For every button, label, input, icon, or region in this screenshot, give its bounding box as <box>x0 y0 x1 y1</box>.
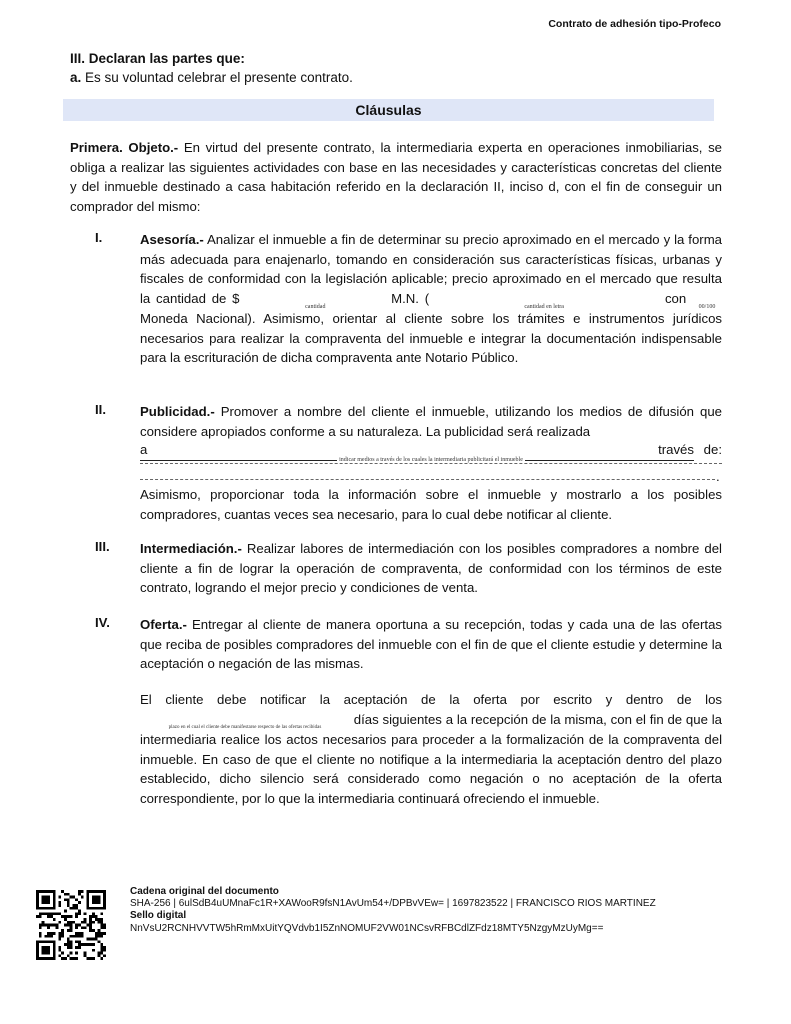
clause-iv-number: IV. <box>95 615 110 630</box>
document-header: Contrato de adhesión tipo-Profeco <box>548 18 721 30</box>
clause-ii-text2: Asimismo, proporcionar toda la información sobre el inmueble y mostrarlo a los posibles compradores, cuantas veces sea necesario, para lo cual debe notificar al cliente. <box>140 487 722 522</box>
chain-value: SHA-256 | 6ulSdB4uUMnaFc1R+XAWooR9fsN1AvUm54+/DPBvVEw= | 1697823522 | FRANCISCO RIOS MARTINEZ <box>130 898 656 910</box>
seal-label: Sello digital <box>130 910 187 922</box>
clause-first-text: En virtud del presente contrato, la intermediaria experta en operaciones inmobiliarias, se obliga a realizar las siguientes actividades con base en las necesidades y características concretas del cliente y del inmueble destinado a casa habitación referido en la declaración II, inciso d, con el fin de conseguir un comprador del mismo: <box>70 140 722 214</box>
clause-iv-text: Entregar al cliente de manera oportuna a su recepción, todas y cada una de las ofertas que reciba de posibles compradores del inmueble con el fin de que el cliente estudie y determine la aceptación o negación de las mismas. <box>140 617 722 671</box>
document-footer <box>130 886 656 935</box>
mn-label: M.N. <box>391 290 419 306</box>
declaration-block <box>70 49 353 87</box>
clause-iii-number: III. <box>95 539 110 554</box>
clause-ii-text1: Promover a nombre del cliente el inmueble, utilizando los medios de difusión que considere apropiados conforme a su naturaleza. La publicidad será realizada <box>140 404 722 439</box>
media-field-continued[interactable] <box>140 479 715 480</box>
clause-iii <box>140 539 722 598</box>
publicity-line: a través de: <box>140 440 694 461</box>
clause-ii-title: Publicidad.- <box>140 404 215 419</box>
clause-i-text1: Analizar el inmueble a fin de determinar su precio aproximado en el mercado y la forma más adecuada para enajenarlo, tomando en consideración sus características físicas, urbanas y fiscales de conformidad con la legislación aplicable; precio aproximado en el mercado que resulta la cantidad de $ <box>140 232 723 306</box>
section-title: Cláusulas <box>63 99 714 121</box>
clause-iii-title: Intermediación.- <box>140 541 242 556</box>
clause-i-title: Asesoría.- <box>140 232 204 247</box>
acceptance-days-field[interactable]: plazo en el cual el cliente debe manifestarse respecto de las ofertas recibidas <box>140 710 350 731</box>
clause-i-text2: Moneda Nacional). Asimismo, orientar al cliente sobre los trámites e instrumentos jurídicos necesarios para realizar la compraventa del inmueble e integrar la documentación indispensable para la escrituración de dicha compraventa ante Notario Público. <box>140 311 722 365</box>
clause-ii <box>140 402 722 441</box>
chain-label: Cadena original del documento <box>130 886 279 897</box>
seal-value: NnVsU2RCNHVVTW5hRmMxUitYQVdvb1I5ZnNOMUF2VW01NCsvRFBCdlZFdz18MTY5NzgyMzUyMg== <box>130 922 604 934</box>
clause-iv-title: Oferta.- <box>140 617 187 632</box>
clause-first-object <box>70 138 722 216</box>
clause-first-title: Primera. Objeto.- <box>70 140 179 155</box>
document-page: Contrato de adhesión tipo-Profeco III. Declaran las partes que: a. Es su voluntad celebrar el presente contrato. Cláusulas Primera. Objeto.- En virtud del presente contrato, la intermediaria experta en operaciones inmobiliarias, se obliga a realizar las siguientes actividades con base en las necesidades y características concretas del cliente y del inmueble destinado a casa habitación referido en la declaración II, inciso d, con el fin de conseguir un comprador del mismo: I. Asesoría.- Analizar el inmueble a fin de determinar su precio aproximado en el mercado y la forma más adecuada para enajenarlo, tomando en consideración sus características físicas, urbanas y fiscales de conformidad con la legislación aplicable; precio aproximado en el mercado que resulta la cantidad de $ cantidad M.N. ( cantidad en letra con 00/100 Moneda Nacional). Asimismo, orientar al cliente sobre los trámites e instrumentos jurídicos necesarios para realizar la compraventa del inmueble e integrar la documentación indispensable para la escrituración de dicha compraventa ante Notario Público. II. Publicidad.- Promover a nombre del cliente el inmueble, utilizando los medios de difusión que considere apropiados conforme a su naturaleza. La publicidad será realizada a través de: indicar medios a través de los cuales la intermediaria publicitará el inmueble . Asimismo, proporcionar toda la información sobre el inmueble y mostrarlo a los posibles compradores, cuantas veces sea necesario, para lo cual debe notificar al cliente. III. Intermediación.- Realizar labores de intermediación con los posibles compradores a nombre del cliente a fin de lograr la operación de compraventa, de conformidad con los términos de este contrato, logrando el mejor precio y condiciones de venta. IV. Oferta.- Entregar al cliente de manera oportuna a su recepción, todas y cada una de las ofertas que reciba de posibles compradores del inmueble con el fin de que el cliente estudie y determine la aceptación o negación de las mismas. El cliente debe notificar la aceptación de la oferta por escrito y dentro de los plazo en el cual el cliente debe manifestarse respecto de las ofertas recibidas días siguientes a la recepción de la misma, con el fin de que la intermediaria realice los actos necesarios para proceder a la formalización de la compraventa del inmueble. En caso de que el cliente no notifique a la intermediaria la aceptación dentro del plazo establecido, dicho silencio será considerado como negación o no aceptación de la oferta correspondiente, por lo que la intermediaria continuará ofreciendo el inmueble. Cadena original del documento SHA-256 | 6ulSdB4uUMnaFc1R+XAWooR9fsN1AvUm54+/DPBvVEw= | 1697823522 | FRANCISCO RIOS MARTINEZ Sello digital NnVsU2RCNHVVTW5hRmMxUitYQVdvb1I5ZnNOMUF2VW01NCsvRFBCdlZFdz18MTY5NzgyMzUyMg== <box>0 0 791 1024</box>
qr-code-icon <box>36 890 106 960</box>
amount-in-words-field[interactable]: cantidad en letra <box>429 289 659 310</box>
amount-field[interactable]: cantidad <box>245 289 385 310</box>
clause-i-number: I. <box>95 230 103 245</box>
clause-iv <box>140 615 722 674</box>
media-field[interactable]: indicar medios a través de los cuales la intermediaria publicitará el inmueble <box>140 463 722 464</box>
clause-iii-text: Realizar labores de intermediación con los posibles compradores a nombre del cliente a fin de lograr la operación de compraventa, de conformidad con los términos de este contrato, logrando el mejor precio y condiciones de venta. <box>140 541 722 595</box>
cents-field[interactable]: 00/100 <box>692 289 722 310</box>
declaration-item-a: a. Es su voluntad celebrar el presente contrato. <box>70 70 353 85</box>
clause-iv-paragraph-2: El cliente debe notificar la aceptación de la oferta por escrito y dentro de los plazo en el cual el cliente debe manifestarse respecto de las ofertas recibidas días siguientes a la recepción de la misma, con el fin de que la intermediaria realice los actos necesarios para proceder a la formalización de la compraventa del inmueble. En caso de que el cliente no notifique a la intermediaria la aceptación dentro del plazo establecido, dicho silencio será considerado como negación o no aceptación de la oferta correspondiente, por lo que la intermediaria continuará ofreciendo el inmueble. <box>140 692 722 806</box>
clause-ii-number: II. <box>95 402 106 417</box>
clause-i: Asesoría.- Analizar el inmueble a fin de determinar su precio aproximado en el mercado y la forma más adecuada para enajenarlo, tomando en consideración sus características físicas, urbanas y fiscales de conformidad con la legislación aplicable; precio aproximado en el mercado que resulta la cantidad de $ cantidad M.N. ( cantidad en letra con 00/100 Moneda Nacional). Asimismo, orientar al cliente sobre los trámites e instrumentos jurídicos necesarios para realizar la compraventa del inmueble e integrar la documentación indispensable para la escrituración de dicha compraventa ante Notario Público. <box>140 232 723 365</box>
declaration-heading: III. Declaran las partes que: <box>70 51 245 66</box>
